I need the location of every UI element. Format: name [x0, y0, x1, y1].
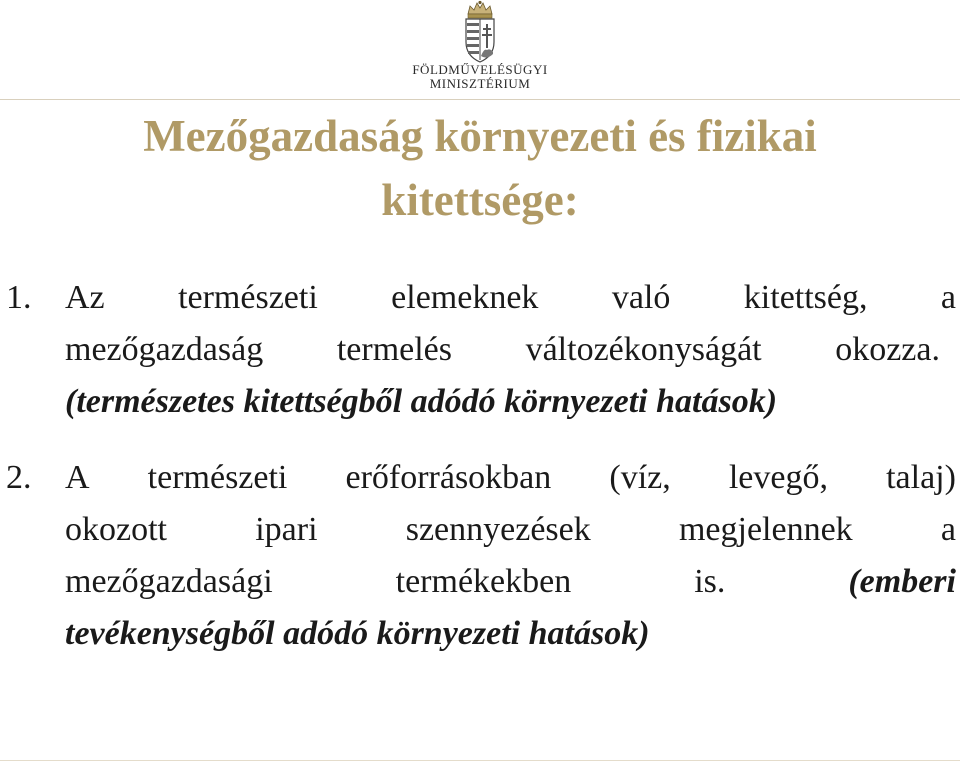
list-item-1-line1 — [0, 272, 960, 324]
list-item-1 — [0, 272, 960, 428]
word: mezőgazdasági — [65, 563, 273, 600]
word: szennyezések — [405, 511, 591, 548]
slide-title-line2: kitettsége: — [381, 175, 579, 225]
word: (emberi — [848, 563, 956, 600]
slide-header — [0, 0, 960, 100]
slide-title — [0, 104, 960, 232]
word: termelés — [336, 331, 452, 368]
word: ipari — [255, 511, 318, 548]
hungarian-coat-of-arms-icon — [456, 0, 504, 64]
word: (víz, — [609, 459, 671, 496]
word: termékekben — [395, 563, 572, 600]
list-item-1-note — [0, 376, 960, 428]
footer-divider — [0, 760, 960, 761]
word: levegő, — [728, 459, 828, 496]
word: talaj) — [886, 459, 956, 496]
word: változékonyságát — [525, 331, 762, 368]
note-text: (természetes kitettségből adódó környezeti hatások) — [65, 383, 778, 420]
word: okozza. — [835, 331, 940, 368]
word: természeti — [147, 459, 288, 496]
ministry-name-line2: MINISZTÉRIUM — [429, 76, 531, 91]
list-item-2-line1 — [0, 452, 960, 504]
word: mezőgazdaság — [65, 331, 264, 368]
word: Az — [65, 279, 105, 316]
header-divider — [0, 99, 960, 100]
list-item-2 — [0, 452, 960, 660]
word: is. — [694, 563, 726, 600]
ministry-name — [380, 63, 580, 91]
word: a — [940, 279, 956, 316]
word: okozott — [65, 511, 167, 548]
word: a — [940, 511, 956, 548]
list-item-1-line2 — [0, 324, 960, 376]
ministry-name-line1: FÖLDMŰVELÉSÜGYI — [412, 62, 548, 77]
word: való — [611, 279, 671, 316]
list-item-2-note — [0, 608, 960, 660]
list-item-1-number: 1. — [6, 279, 32, 316]
note-text: tevékenységből adódó környezeti hatások) — [65, 615, 650, 652]
word: természeti — [178, 279, 318, 316]
word: A — [65, 459, 90, 496]
list-item-2-number: 2. — [6, 459, 32, 496]
word: kitettség, — [743, 279, 868, 316]
word: erőforrásokban — [345, 459, 552, 496]
word: megjelennek — [678, 511, 853, 548]
word: elemeknek — [391, 279, 539, 316]
list-item-2-line2 — [0, 504, 960, 556]
slide-title-line1: Mezőgazdaság környezeti és fizikai — [143, 111, 817, 161]
list-item-2-line3 — [0, 556, 960, 608]
